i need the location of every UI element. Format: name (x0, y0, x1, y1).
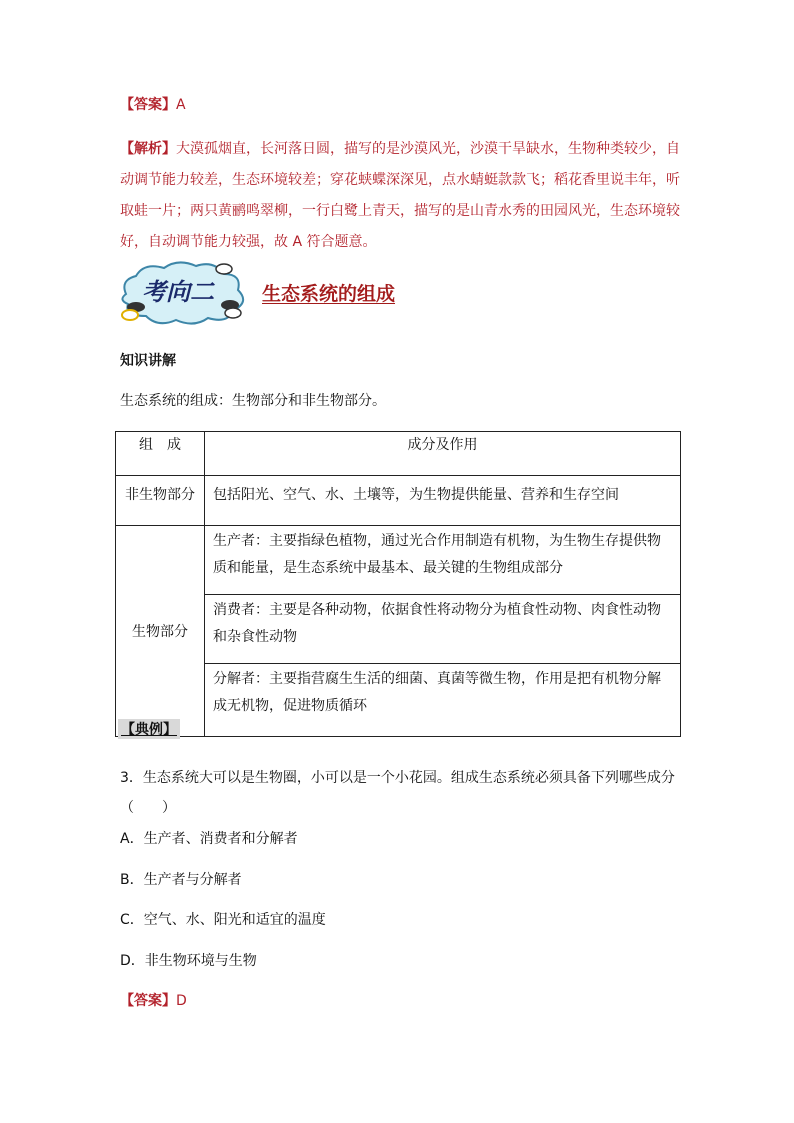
nonbio-label: 非生物部分 (116, 476, 205, 526)
table-header-cell: 成分及作用 (205, 432, 681, 476)
section-badge (116, 258, 256, 328)
bio-label: 生物部分 (116, 526, 205, 737)
producer-desc: 生产者：主要指绿色植物，通过光合作用制造有机物，为生物生存提供物质和能量，是生态系统中最基本、最关键的生物组成部分 (205, 526, 680, 595)
section-title: 生态系统的组成 (262, 283, 396, 305)
badge-label: 考向二 (142, 277, 214, 306)
option-d: D．非生物环境与生物 (120, 953, 257, 969)
answer-value: D (176, 993, 187, 1009)
answer-tag: 【答案】 (120, 97, 176, 113)
option-a: A．生产者、消费者和分解者 (120, 831, 298, 847)
answer-2 (120, 990, 187, 1010)
knowledge-intro: 生态系统的组成：生物部分和非生物部分。 (120, 393, 386, 409)
option-c: C．空气、水、阳光和适宜的温度 (120, 912, 326, 928)
knowledge-heading: 知识讲解 (120, 353, 176, 369)
question-text: 3．生态系统大可以是生物圈，小可以是一个小花园。组成生态系统必须具备下列哪些成分（ ） (120, 770, 675, 816)
table-row (116, 526, 681, 737)
answer-tag: 【答案】 (120, 993, 176, 1009)
answer-value: A (176, 97, 186, 113)
nonbio-desc: 包括阳光、空气、水、土壤等，为生物提供能量、营养和生存空间 (205, 476, 681, 526)
consumer-desc: 消费者：主要是各种动物，依据食性将动物分为植食性动物、肉食性动物和杂食性动物 (205, 595, 680, 664)
composition-table (115, 431, 681, 737)
analysis-text: 大漠孤烟直，长河落日圆，描写的是沙漠风光，沙漠干旱缺水，生物种类较少，自动调节能力较差，生态环境较差；穿花蛱蝶深深见，点水蜻蜓款款飞；稻花香里说丰年，听取蛙一片；两只黄鹂鸣翠柳，一行白鹭上青天，描写的是山青水秀的田园风光，生态环境较好，自动调节能力较强，故 A 符合题意。 (120, 141, 680, 250)
analysis-paragraph (120, 134, 680, 258)
decomposer-desc: 分解者：主要指营腐生生活的细菌、真菌等微生物，作用是把有机物分解成无机物，促进物质循环 (213, 671, 661, 714)
analysis-tag: 【解析】 (120, 141, 176, 157)
bio-cell (205, 526, 681, 737)
table-header-cell: 组 成 (116, 432, 205, 476)
answer-1 (120, 95, 186, 115)
badge-cloud-icon (116, 258, 256, 328)
table-header-row (116, 432, 681, 476)
table-row (116, 476, 681, 526)
option-b: B．生产者与分解者 (120, 872, 242, 888)
example-tag: 【典例】 (118, 719, 180, 739)
